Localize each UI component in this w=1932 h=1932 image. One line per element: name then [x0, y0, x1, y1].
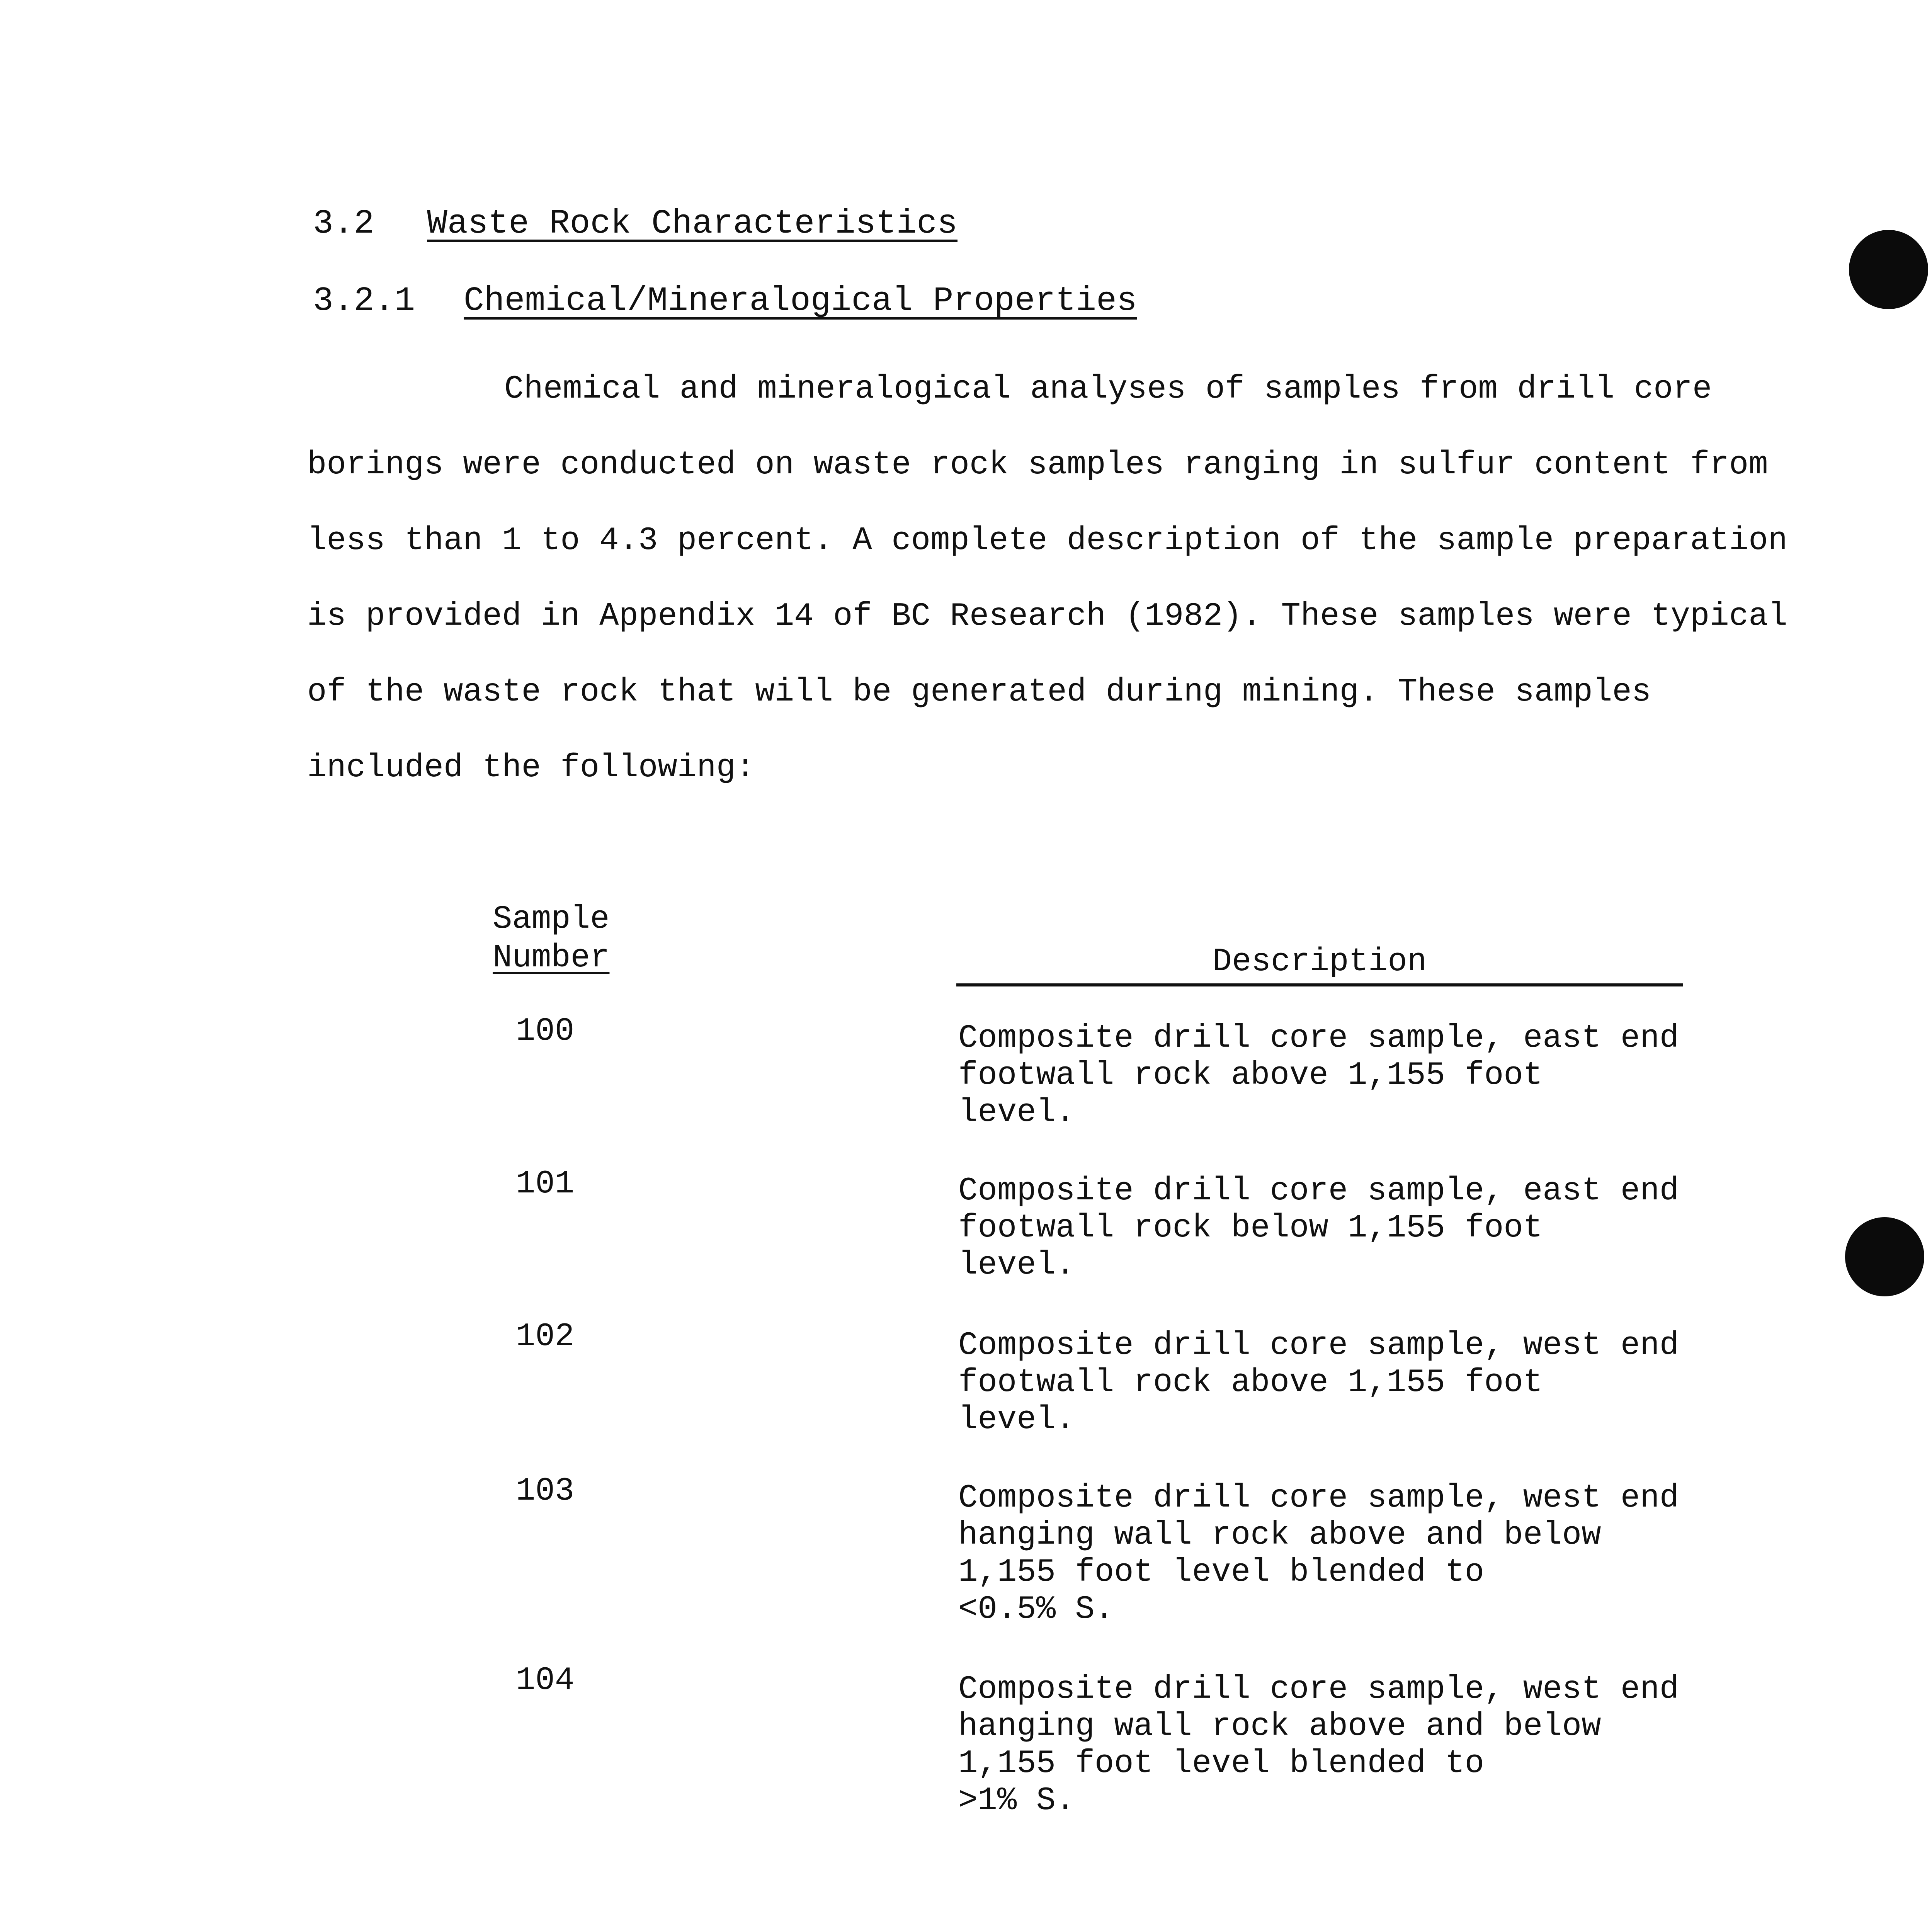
sample-number-header — [493, 900, 609, 978]
paragraph-line: of the waste rock that will be generated during mining. These samples — [307, 674, 1651, 711]
sample-number: 103 — [516, 1473, 575, 1510]
paragraph-line — [294, 1928, 1813, 1932]
description-line: Composite drill core sample, east end — [958, 1173, 1679, 1209]
description-line: footwall rock below 1,155 foot — [958, 1210, 1543, 1247]
description-line: footwall rock above 1,155 foot — [958, 1057, 1543, 1094]
description-line: Composite drill core sample, west end — [958, 1327, 1679, 1364]
sample-number: 101 — [516, 1166, 575, 1202]
sample-number: 102 — [516, 1318, 575, 1355]
analysis-paragraph — [294, 1928, 1813, 1932]
description-line: level. — [958, 1247, 1075, 1284]
sample-description — [958, 1327, 1679, 1439]
paragraph-line: borings were conducted on waste rock samples ranging in sulfur content from — [307, 447, 1768, 483]
punch-hole-top — [1849, 230, 1928, 309]
description-line: Composite drill core sample, east end — [958, 1020, 1679, 1057]
paragraph-line: is provided in Appendix 14 of BC Research (1982). These samples were typical — [307, 598, 1788, 635]
number-header-line: Number — [493, 940, 610, 976]
description-line: footwall rock above 1,155 foot — [958, 1364, 1543, 1401]
sample-description — [958, 1671, 1679, 1820]
sample-header-line: Sample — [493, 901, 610, 938]
sample-number: 100 — [516, 1013, 575, 1050]
sample-description — [958, 1173, 1679, 1284]
section-heading — [313, 205, 958, 243]
section-number: 3.2 — [313, 205, 374, 243]
description-header-rule — [956, 983, 1683, 986]
subsection-number: 3.2.1 — [313, 282, 415, 320]
intro-paragraph — [307, 352, 1787, 806]
paragraph-line: less than 1 to 4.3 percent. A complete description of the sample preparation — [307, 522, 1788, 559]
description-line: <0.5% S. — [958, 1591, 1114, 1628]
sample-description — [958, 1480, 1679, 1628]
description-line: hanging wall rock above and below — [958, 1708, 1601, 1745]
sample-description — [958, 1020, 1679, 1131]
description-line: hanging wall rock above and below — [958, 1517, 1601, 1554]
paragraph-line: included the following: — [307, 750, 755, 786]
description-line: Composite drill core sample, west end — [958, 1671, 1679, 1708]
subsection-heading — [313, 282, 1137, 321]
description-line: Composite drill core sample, west end — [958, 1480, 1679, 1517]
description-header: Description — [1212, 944, 1427, 980]
description-line: >1% S. — [958, 1782, 1075, 1819]
description-line: 1,155 foot level blended to — [958, 1745, 1485, 1782]
subsection-title: Chemical/Mineralogical Properties — [464, 282, 1137, 320]
description-line: 1,155 foot level blended to — [958, 1554, 1485, 1591]
description-line: level. — [958, 1401, 1075, 1438]
sample-number: 104 — [516, 1662, 575, 1699]
description-line: level. — [958, 1094, 1075, 1131]
section-title: Waste Rock Characteristics — [427, 205, 958, 243]
paragraph-line: Chemical and mineralogical analyses of samples from drill core — [504, 371, 1712, 408]
punch-hole-middle — [1845, 1217, 1924, 1296]
